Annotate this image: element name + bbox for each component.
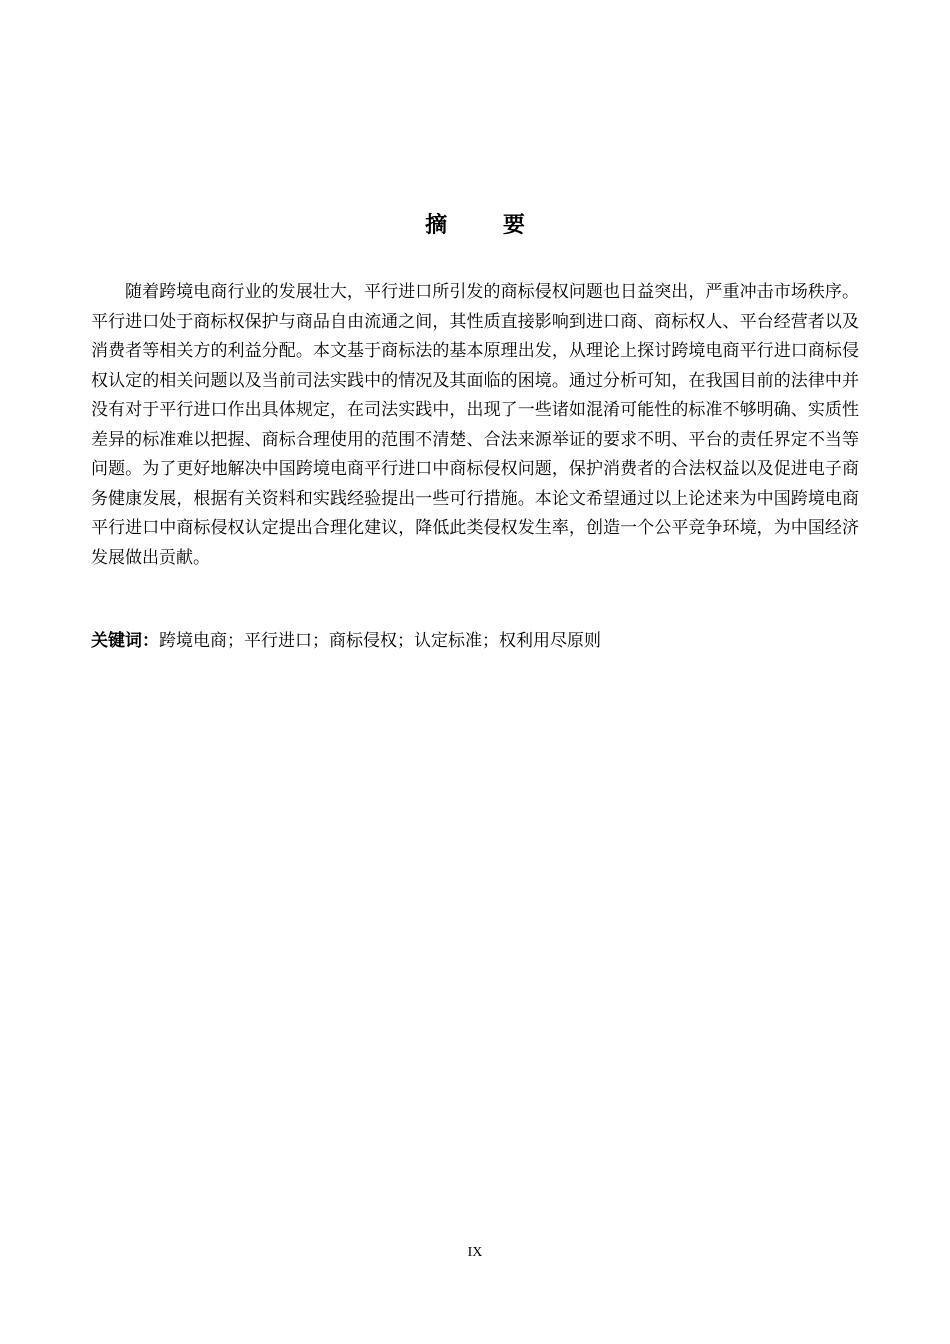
abstract-title: 摘 要 (425, 213, 549, 238)
keywords-text: 跨境电商；平行进口；商标侵权；认定标准；权利用尽原则 (159, 631, 601, 651)
keywords-label: 关键词： (91, 631, 159, 651)
page-number: IX (467, 1245, 483, 1260)
keywords-line (91, 627, 859, 657)
abstract-paragraph: 随着跨境电商行业的发展壮大，平行进口所引发的商标侵权问题也日益突出，严重冲击市场秩序。平行进口处于商标权保护与商品自由流通之间，其性质直接影响到进口商、商标权人、平台经营者以及消费者等相关方的利益分配。本文基于商标法的基本原理出发，从理论上探讨跨境电商平行进口商标侵权认定的相关问题以及当前司法实践中的情况及其面临的困境。通过分析可知，在我国目前的法律中并没有对于平行进口作出具体规定，在司法实践中，出现了一些诸如混淆可能性的标准不够明确、实质性差异的标准难以把握、商标合理使用的范围不清楚、合法来源举证的要求不明、平台的责任界定不当等问题。为了更好地解决中国跨境电商平行进口中商标侵权问题，保护消费者的合法权益以及促进电子商务健康发展，根据有关资料和实践经验提出一些可行措施。本论文希望通过以上论述来为中国跨境电商平行进口中商标侵权认定提出合理化建议，降低此类侵权发生率，创造一个公平竞争环境，为中国经济发展做出贡献。 (91, 282, 859, 568)
